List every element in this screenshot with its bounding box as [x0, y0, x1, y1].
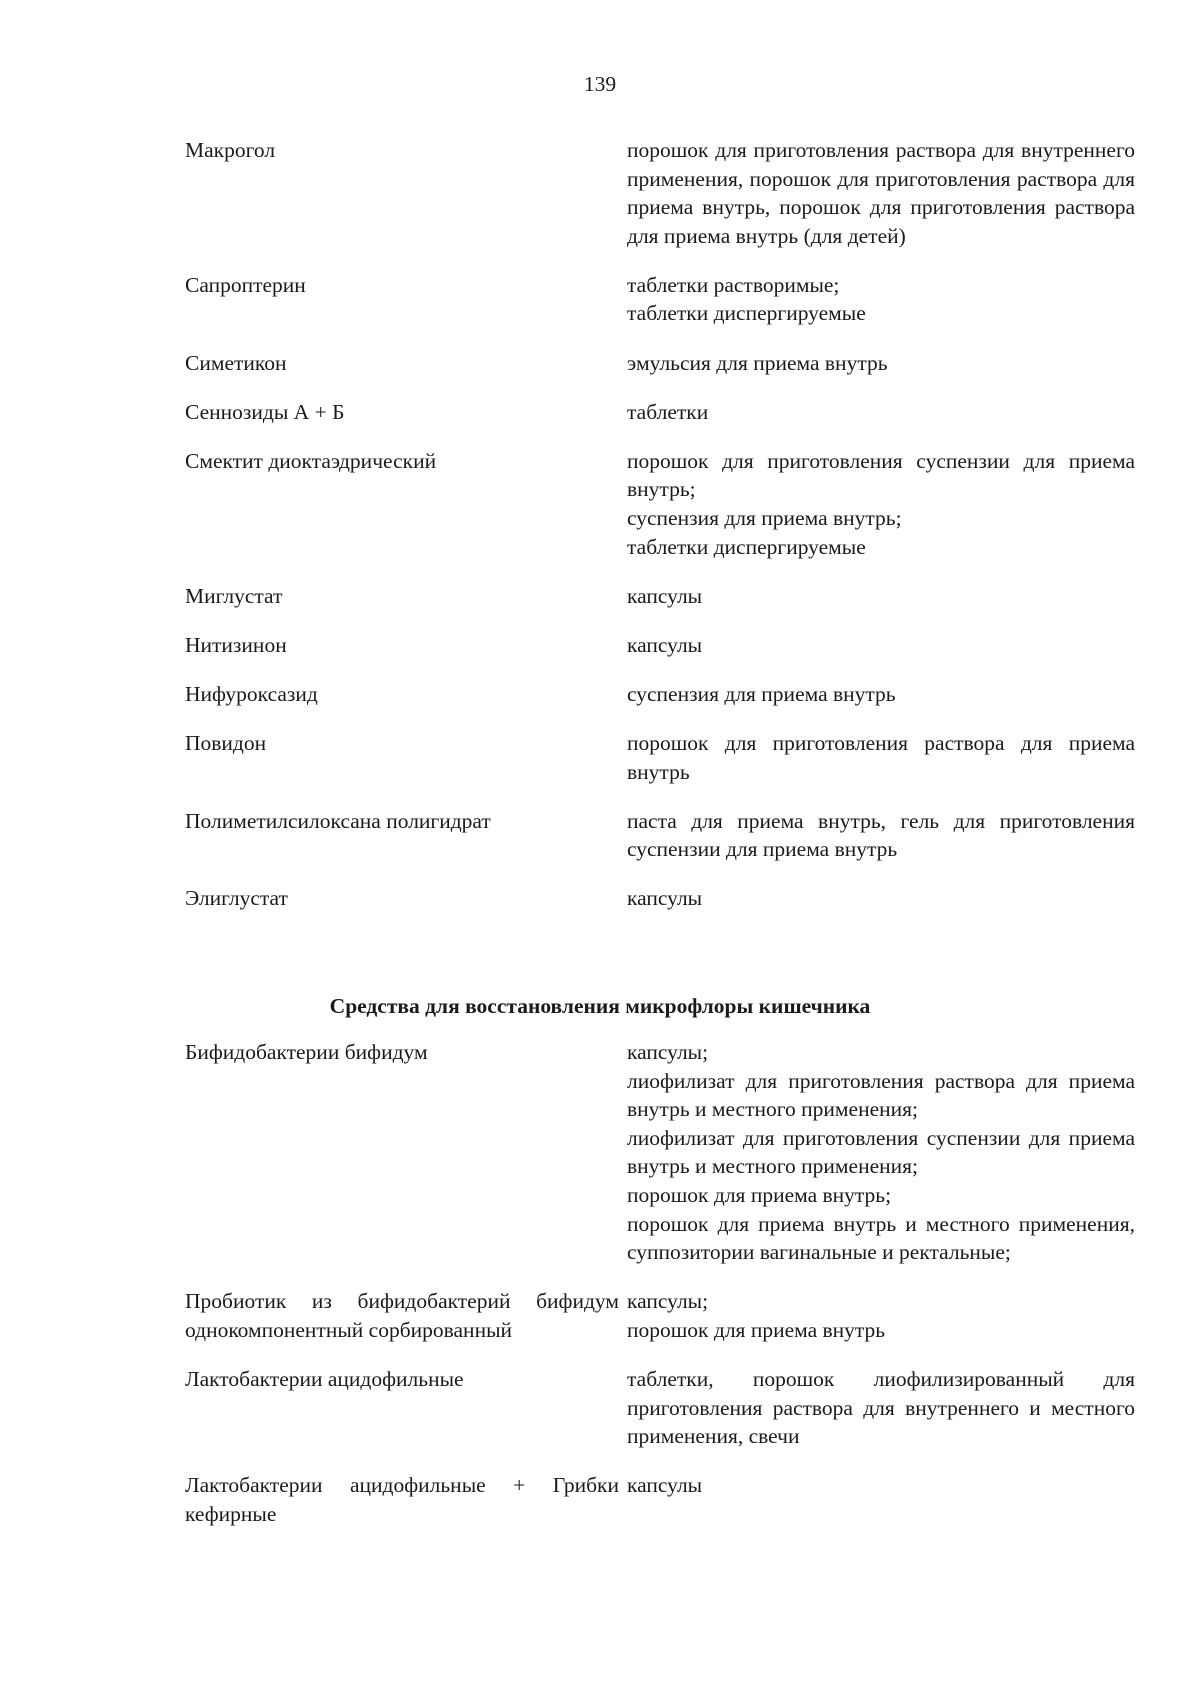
dosage-forms — [627, 582, 1135, 611]
dosage-form-line: таблетки растворимые; — [627, 272, 840, 297]
drug-name: Сеннозиды А + Б — [185, 399, 345, 424]
dosage-form-line: капсулы; — [627, 1040, 709, 1064]
dosage-forms — [627, 349, 1135, 378]
dosage-forms — [627, 1038, 1135, 1267]
dosage-forms — [627, 631, 1135, 660]
drug-name: Миглустат — [185, 583, 283, 608]
dosage-form-line: капсулы; — [627, 1289, 709, 1314]
drug-name: Элиглустат — [185, 886, 288, 911]
dosage-forms — [627, 807, 1135, 864]
table-row — [185, 807, 1135, 864]
dosage-forms — [627, 1365, 1135, 1451]
drug-name: Нитизинон — [185, 632, 287, 657]
dosage-forms — [627, 729, 1135, 786]
dosage-form-line: лиофилизат для приготовления раствора для приема внутрь и местного применения; — [627, 1068, 1135, 1122]
table-row — [185, 271, 1135, 328]
dosage-form-line: порошок для приготовления раствора для приема внутрь — [627, 730, 1135, 784]
table-row — [185, 884, 1135, 913]
drug-name: Симетикон — [185, 350, 287, 375]
drug-name: Пробиотик из бифидобактерий бифидум однокомпонентный сорбированный — [185, 1289, 619, 1342]
drug-list-section-2 — [185, 1038, 1135, 1549]
dosage-forms — [627, 271, 1135, 328]
dosage-forms — [627, 447, 1135, 561]
drug-name: Лактобактерии ацидофильные — [185, 1366, 464, 1391]
dosage-form-line: капсулы — [627, 1473, 703, 1498]
table-row — [185, 136, 1135, 250]
table-row — [185, 680, 1135, 709]
drug-name: Сапроптерин — [185, 272, 306, 297]
dosage-form-line: таблетки, порошок лиофилизированный для приготовления раствора для внутреннего и местного применения, свечи — [627, 1366, 1135, 1449]
table-row — [185, 729, 1135, 786]
dosage-form-line: суспензия для приема внутрь — [627, 681, 896, 706]
dosage-form-line: таблетки диспергируемые — [627, 534, 866, 559]
drug-name: Повидон — [185, 730, 267, 755]
dosage-forms — [627, 136, 1135, 250]
drug-name: Бифидобактерии бифидум — [185, 1040, 428, 1064]
table-row — [185, 1471, 1135, 1528]
dosage-forms — [627, 680, 1135, 709]
drug-list-section-1 — [185, 136, 1135, 933]
dosage-form-line: лиофилизат для приготовления суспензии для приема внутрь и местного применения; — [627, 1125, 1135, 1179]
dosage-form-line: капсулы — [627, 583, 703, 608]
dosage-forms — [627, 1471, 1135, 1528]
table-row — [185, 398, 1135, 427]
drug-name: Полиметилсилоксана полигидрат — [185, 808, 491, 833]
dosage-forms — [627, 884, 1135, 913]
dosage-form-line: эмульсия для приема внутрь — [627, 350, 888, 375]
dosage-form-line: порошок для приема внутрь — [627, 1317, 886, 1342]
table-row — [185, 447, 1135, 561]
dosage-form-line: капсулы — [627, 632, 703, 657]
dosage-form-line: таблетки — [627, 399, 709, 424]
dosage-form-line: паста для приема внутрь, гель для приготовления суспензии для приема внутрь — [627, 808, 1135, 862]
dosage-form-line: порошок для приема внутрь; — [627, 1182, 892, 1207]
table-row — [185, 349, 1135, 378]
table-row — [185, 1365, 1135, 1451]
drug-name: Нифуроксазид — [185, 681, 318, 706]
drug-name: Лактобактерии ацидофильные + Грибки кефирные — [185, 1473, 619, 1526]
table-row — [185, 1287, 1135, 1344]
drug-name: Смектит диоктаэдрический — [185, 448, 437, 473]
dosage-forms — [627, 398, 1135, 427]
table-row — [185, 582, 1135, 611]
section-heading: Средства для восстановления микрофлоры кишечника — [329, 994, 871, 1018]
dosage-form-line: капсулы — [627, 886, 703, 911]
table-row — [185, 631, 1135, 660]
dosage-form-line: порошок для приготовления суспензии для приема внутрь; — [627, 448, 1135, 502]
dosage-form-line: порошок для приготовления раствора для внутреннего применения, порошок для приготовления раствора для приема внутрь, порошок для приготовления раствора для приема внутрь (для детей) — [627, 138, 1135, 248]
dosage-form-line: таблетки диспергируемые — [627, 301, 866, 326]
page-number: 139 — [583, 72, 617, 96]
drug-name: Макрогол — [185, 138, 276, 162]
dosage-form-line: суспензия для приема внутрь; — [627, 505, 902, 530]
dosage-form-line: порошок для приема внутрь и местного применения, суппозитории вагинальные и ректальные; — [627, 1211, 1135, 1265]
dosage-forms — [627, 1287, 1135, 1344]
table-row — [185, 1038, 1135, 1267]
